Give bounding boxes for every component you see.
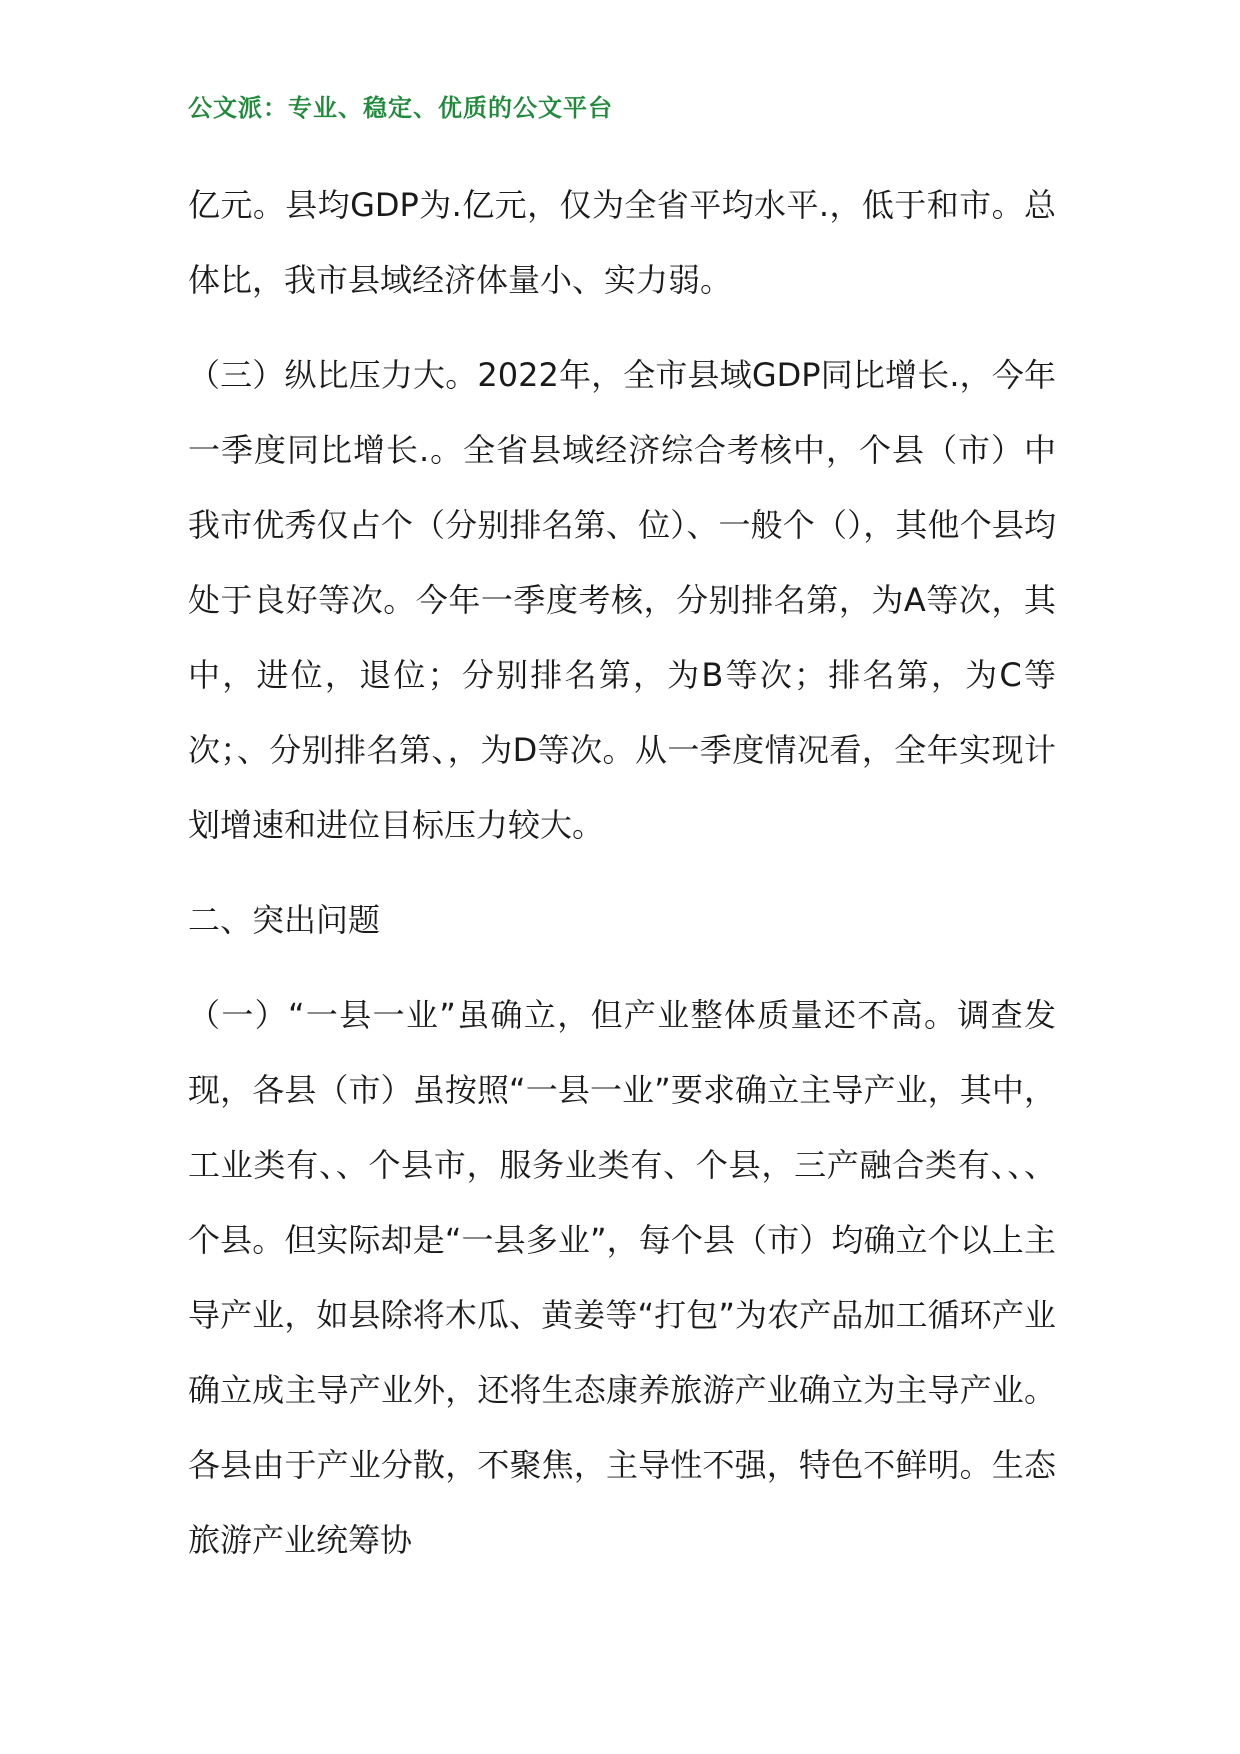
section-heading-key-issues: 二、突出问题 xyxy=(188,901,381,939)
document-body xyxy=(188,168,1056,1598)
site-header-title: 公文派：专业、稳定、优质的公文平台 xyxy=(188,94,613,122)
paragraph-county-gdp: 亿元。县均GDP为.亿元，仅为全省平均水平.，低于和市。总体比，我市县域经济体量小、实力弱。 xyxy=(188,186,1056,299)
paragraph-vertical-pressure: （三）纵比压力大。2022年，全市县域GDP同比增长.，今年一季度同比增长.。全省县域经济综合考核中，个县（市）中我市优秀仅占个（分别排名第、位）、一般个（），其他个县均处于良好等次。今年一季度考核，分别排名第，为A等次，其中，进位，退位；分别排名第，为B等次；排名第，为C等次；、分别排名第、，为D等次。从一季度情况看，全年实现计划增速和进位目标压力较大。 xyxy=(188,356,1056,844)
paragraph-one-county-one-industry: （一）“一县一业”虽确立，但产业整体质量还不高。调查发现，各县（市）虽按照“一县一业”要求确立主导产业，其中，工业类有、、个县市，服务业类有、个县，三产融合类有、、、个县。但实际却是“一县多业”，每个县（市）均确立个以上主导产业，如县除将木瓜、黄姜等“打包”为农产品加工循环产业确立成主导产业外，还将生态康养旅游产业确立为主导产业。各县由于产业分散，不聚焦，主导性不强，特色不鲜明。生态旅游产业统筹协 xyxy=(188,996,1056,1559)
document-page xyxy=(188,0,1056,1754)
